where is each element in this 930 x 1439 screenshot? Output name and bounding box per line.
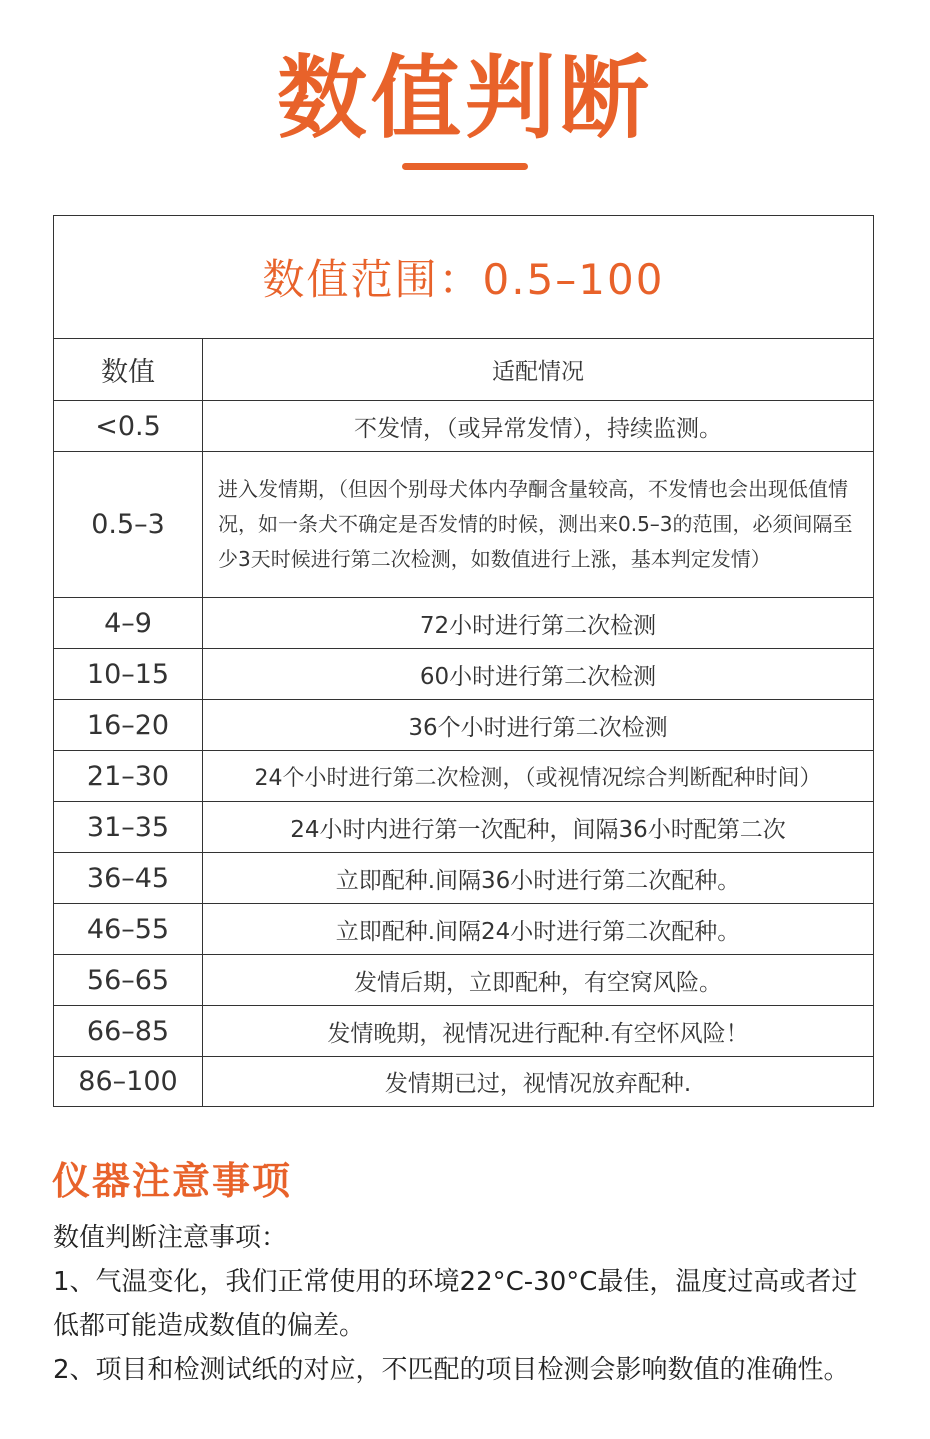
row-desc: 72小时进行第二次检测 xyxy=(419,612,657,639)
header-value: 数值 xyxy=(54,339,203,400)
row-desc: 24小时内进行第一次配种，间隔36小时配第二次 xyxy=(290,816,786,843)
row-desc: 发情后期，立即配种，有空窝风险。 xyxy=(354,969,722,996)
table-row xyxy=(54,955,873,1006)
table-row xyxy=(54,751,873,802)
row-desc: 24个小时进行第二次检测，（或视情况综合判断配种时间） xyxy=(254,765,822,791)
row-value: 86–100 xyxy=(54,1057,203,1106)
row-desc: 进入发情期，（但因个别母犬体内孕酮含量较高，不发情也会出现低值情况，如一条犬不确定是否发情的时候，测出来0.5–3的范围，必须间隔至少3天时候进行第二次检测，如数值进行上涨，基本判定发情） xyxy=(218,477,853,571)
row-desc: 36个小时进行第二次检测 xyxy=(408,714,668,741)
table-row xyxy=(54,1057,873,1106)
table-row xyxy=(54,1006,873,1057)
row-value: 46–55 xyxy=(54,904,203,954)
row-desc: 发情期已过，视情况放弃配种. xyxy=(384,1071,692,1097)
row-desc: 不发情，（或异常发情），持续监测。 xyxy=(354,415,722,442)
header-status: 适配情况 xyxy=(492,359,584,385)
title-underline xyxy=(402,163,528,170)
row-value: 4–9 xyxy=(54,598,203,648)
page-title: 数值判断 xyxy=(277,46,653,151)
row-desc: 立即配种.间隔36小时进行第二次配种。 xyxy=(335,867,741,894)
row-value: 10–15 xyxy=(54,649,203,699)
row-desc: 立即配种.间隔24小时进行第二次配种。 xyxy=(335,918,741,945)
section-title: 仪器注意事项 xyxy=(52,1159,293,1203)
row-value: 56–65 xyxy=(54,955,203,1005)
notes-heading: 数值判断注意事项： xyxy=(53,1223,288,1253)
table-header-row xyxy=(54,339,873,401)
table-row xyxy=(54,598,873,649)
row-value: 0.5–3 xyxy=(54,452,203,597)
notes-item: 2、项目和检测试纸的对应，不匹配的项目检测会影响数值的准确性。 xyxy=(53,1355,850,1385)
row-value: 31–35 xyxy=(54,802,203,852)
table-row xyxy=(54,649,873,700)
value-table xyxy=(53,215,874,1107)
row-desc: 发情晚期，视情况进行配种.有空怀风险！ xyxy=(327,1020,749,1047)
table-row xyxy=(54,401,873,452)
table-row xyxy=(54,853,873,904)
table-row xyxy=(54,452,873,598)
notes-item: 1、气温变化，我们正常使用的环境22°C-30°C最佳，温度过高或者过低都可能造成数值的偏差。 xyxy=(53,1267,858,1341)
row-value: 36–45 xyxy=(54,853,203,903)
range-title: 数值范围：0.5–100 xyxy=(54,216,873,339)
row-desc: 60小时进行第二次检测 xyxy=(419,663,657,690)
table-row xyxy=(54,802,873,853)
row-value: 16–20 xyxy=(54,700,203,750)
notes-block xyxy=(53,1216,883,1392)
table-row xyxy=(54,904,873,955)
row-value: 21–30 xyxy=(54,751,203,801)
row-value: 66–85 xyxy=(54,1006,203,1056)
row-value: <0.5 xyxy=(54,401,203,451)
table-row xyxy=(54,700,873,751)
